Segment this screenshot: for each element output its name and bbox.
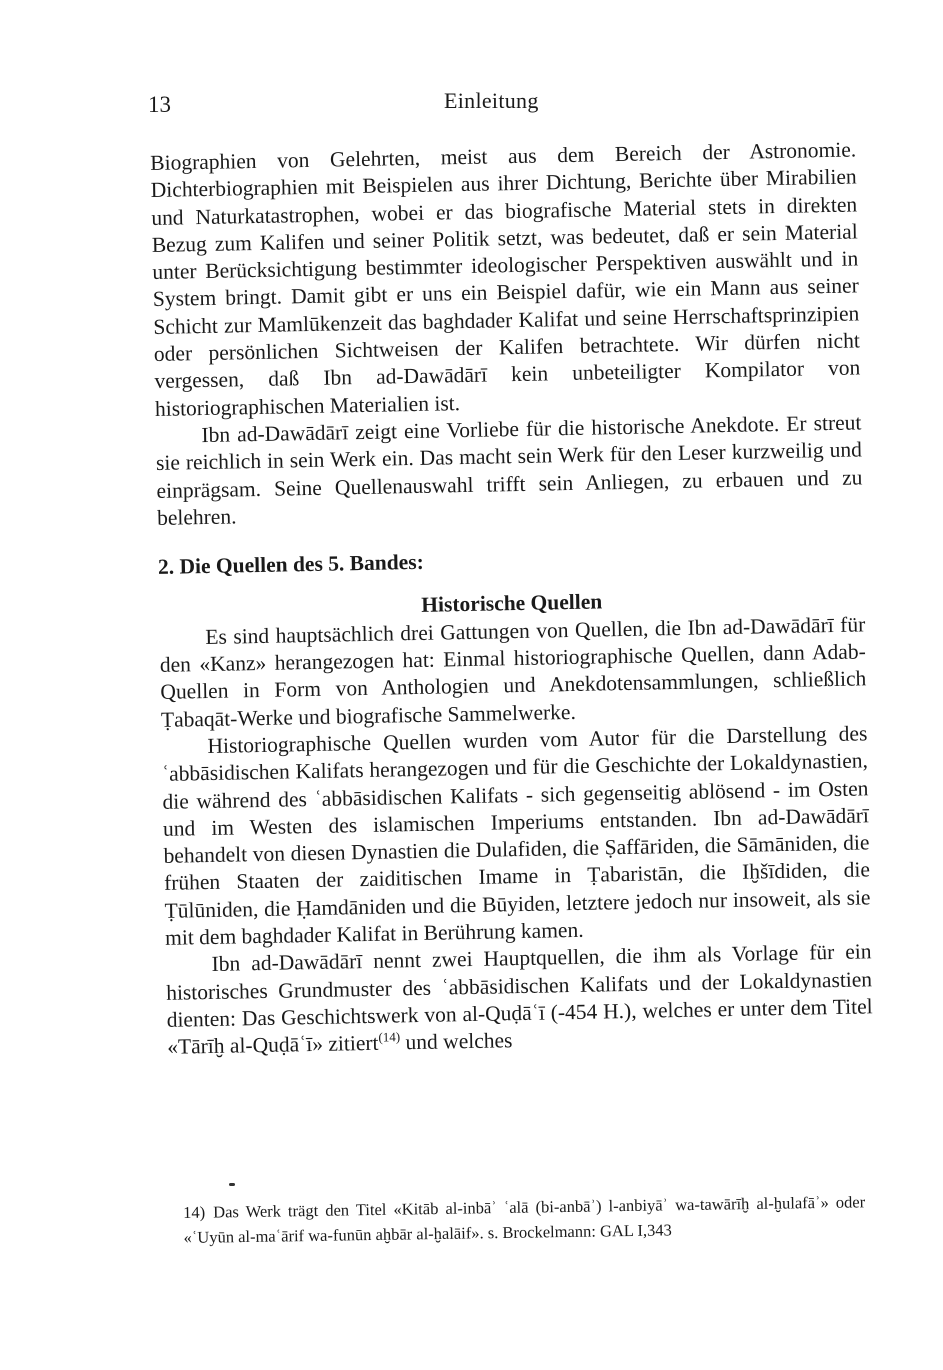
paragraph-2: Ibn ad-Dawādārī zeigt eine Vorliebe für die historische Anekdote. Er streut sie reichlich in sein Werk ein. Das macht sein Werk für den Leser kurzweilig und einprägsam. Seine Quellenauswahl trifft sein Anliegen, zu erbauen und zu belehren. (155, 410, 863, 530)
paragraph-5-text: Ibn ad-Dawādārī nennt zwei Hauptquellen, die ihm als Vorlage für ein historisches Grundmuster des ʿabbāsidischen Kalifats und der Lokaldynastien dienten: Das Geschichtswerk von al-Quḍāʿī (-454 H.), welches er unter dem Titel «Tārīḫ al-Quḍāʿī» zitiert (165, 939, 873, 1060)
section-heading: 2. Die Quellen des 5. Bandes: (157, 549, 424, 580)
page-number: 13 (148, 92, 171, 117)
sub-heading: Historische Quellen (421, 589, 603, 618)
running-head: Einleitung (444, 88, 539, 113)
paragraph-5 (165, 939, 873, 1062)
paragraph-1: Biographien von Gelehrten, meist aus dem Bereich der Astronomie. Dichterbiographien mit Beispielen aus ihrer Dichtung, Berichte über Mirabilien und Naturkatastrophen, wobei er das biografische Material stets in direkten Bezug zum Kalifen und seiner Politik setzt, was bedeutet, daß er sein Material unter Berücksichtigung bestimmter ideologischer Perspektiven auswählt und in System bringt. Damit gibt er uns ein Beispiel dafür, wie ein Mann aus seiner Schicht zur Mamlūkenzeit das baghdader Kalifat und seine Herrschaftsprinzipien oder persönlichen Sichtweisen der Kalifen betrachtete. Wir dürfen nicht vergessen, daß Ibn ad-Dawādārī kein unbeteiligter Kompilator von historiographischen Materialien ist. (150, 137, 861, 421)
paragraph-3: Es sind hauptsächlich drei Gattungen von Quellen, die Ibn ad-Dawādārī für den «Kanz» herangezogen hat: Einmal historiographische Quellen, dann Adab-Quellen in Form von Anthologien und Anekdotensammlungen, schließlich Ṭabaqāt-Werke und biografische Sammelwerke. (159, 612, 867, 732)
print-speck (229, 1183, 235, 1186)
footnote-mark: 14) (183, 1202, 206, 1222)
paragraph-4: Historiographische Quellen wurden vom Autor für die Darstellung des ʿabbāsidischen Kalifats herangezogen und für die Geschichte der Lokaldynastien, die während des ʿabbāsidischen Kalifats - sich gegenseitig ablösend - im Osten und im Westen des islamischen Imperiums entstanden. Ibn ad-Dawādārī behandelt von diesen Dynastien die Dulafiden, die Ṣaffāriden, die Sāmāniden, die frühen Staaten der zaiditischen Imame in Ṭabaristān, die Iḫšīdiden, die Ṭūlūniden, die Ḥamdāniden und die Būyiden, letztere jedoch nur insoweit, als sie mit dem baghdader Kalifat in Berührung kamen. (161, 721, 871, 950)
footnote-reference: (14) (378, 1029, 401, 1045)
paragraph-5-text-end: und welches (399, 1028, 513, 1055)
footnote (183, 1189, 866, 1250)
footnote-text: Das Werk trägt den Titel «Kitāb al-inbāʾ ʿalā (bi-anbāʾ) l-anbiyāʾ wa-tawārīḫ al-ḫulafāʾ» oder «ʿUyūn al-maʿārif wa-funūn aḫbār al-ḫalāif». s. Brockelmann: GAL I,343 (183, 1192, 866, 1247)
main-text (150, 136, 873, 1061)
